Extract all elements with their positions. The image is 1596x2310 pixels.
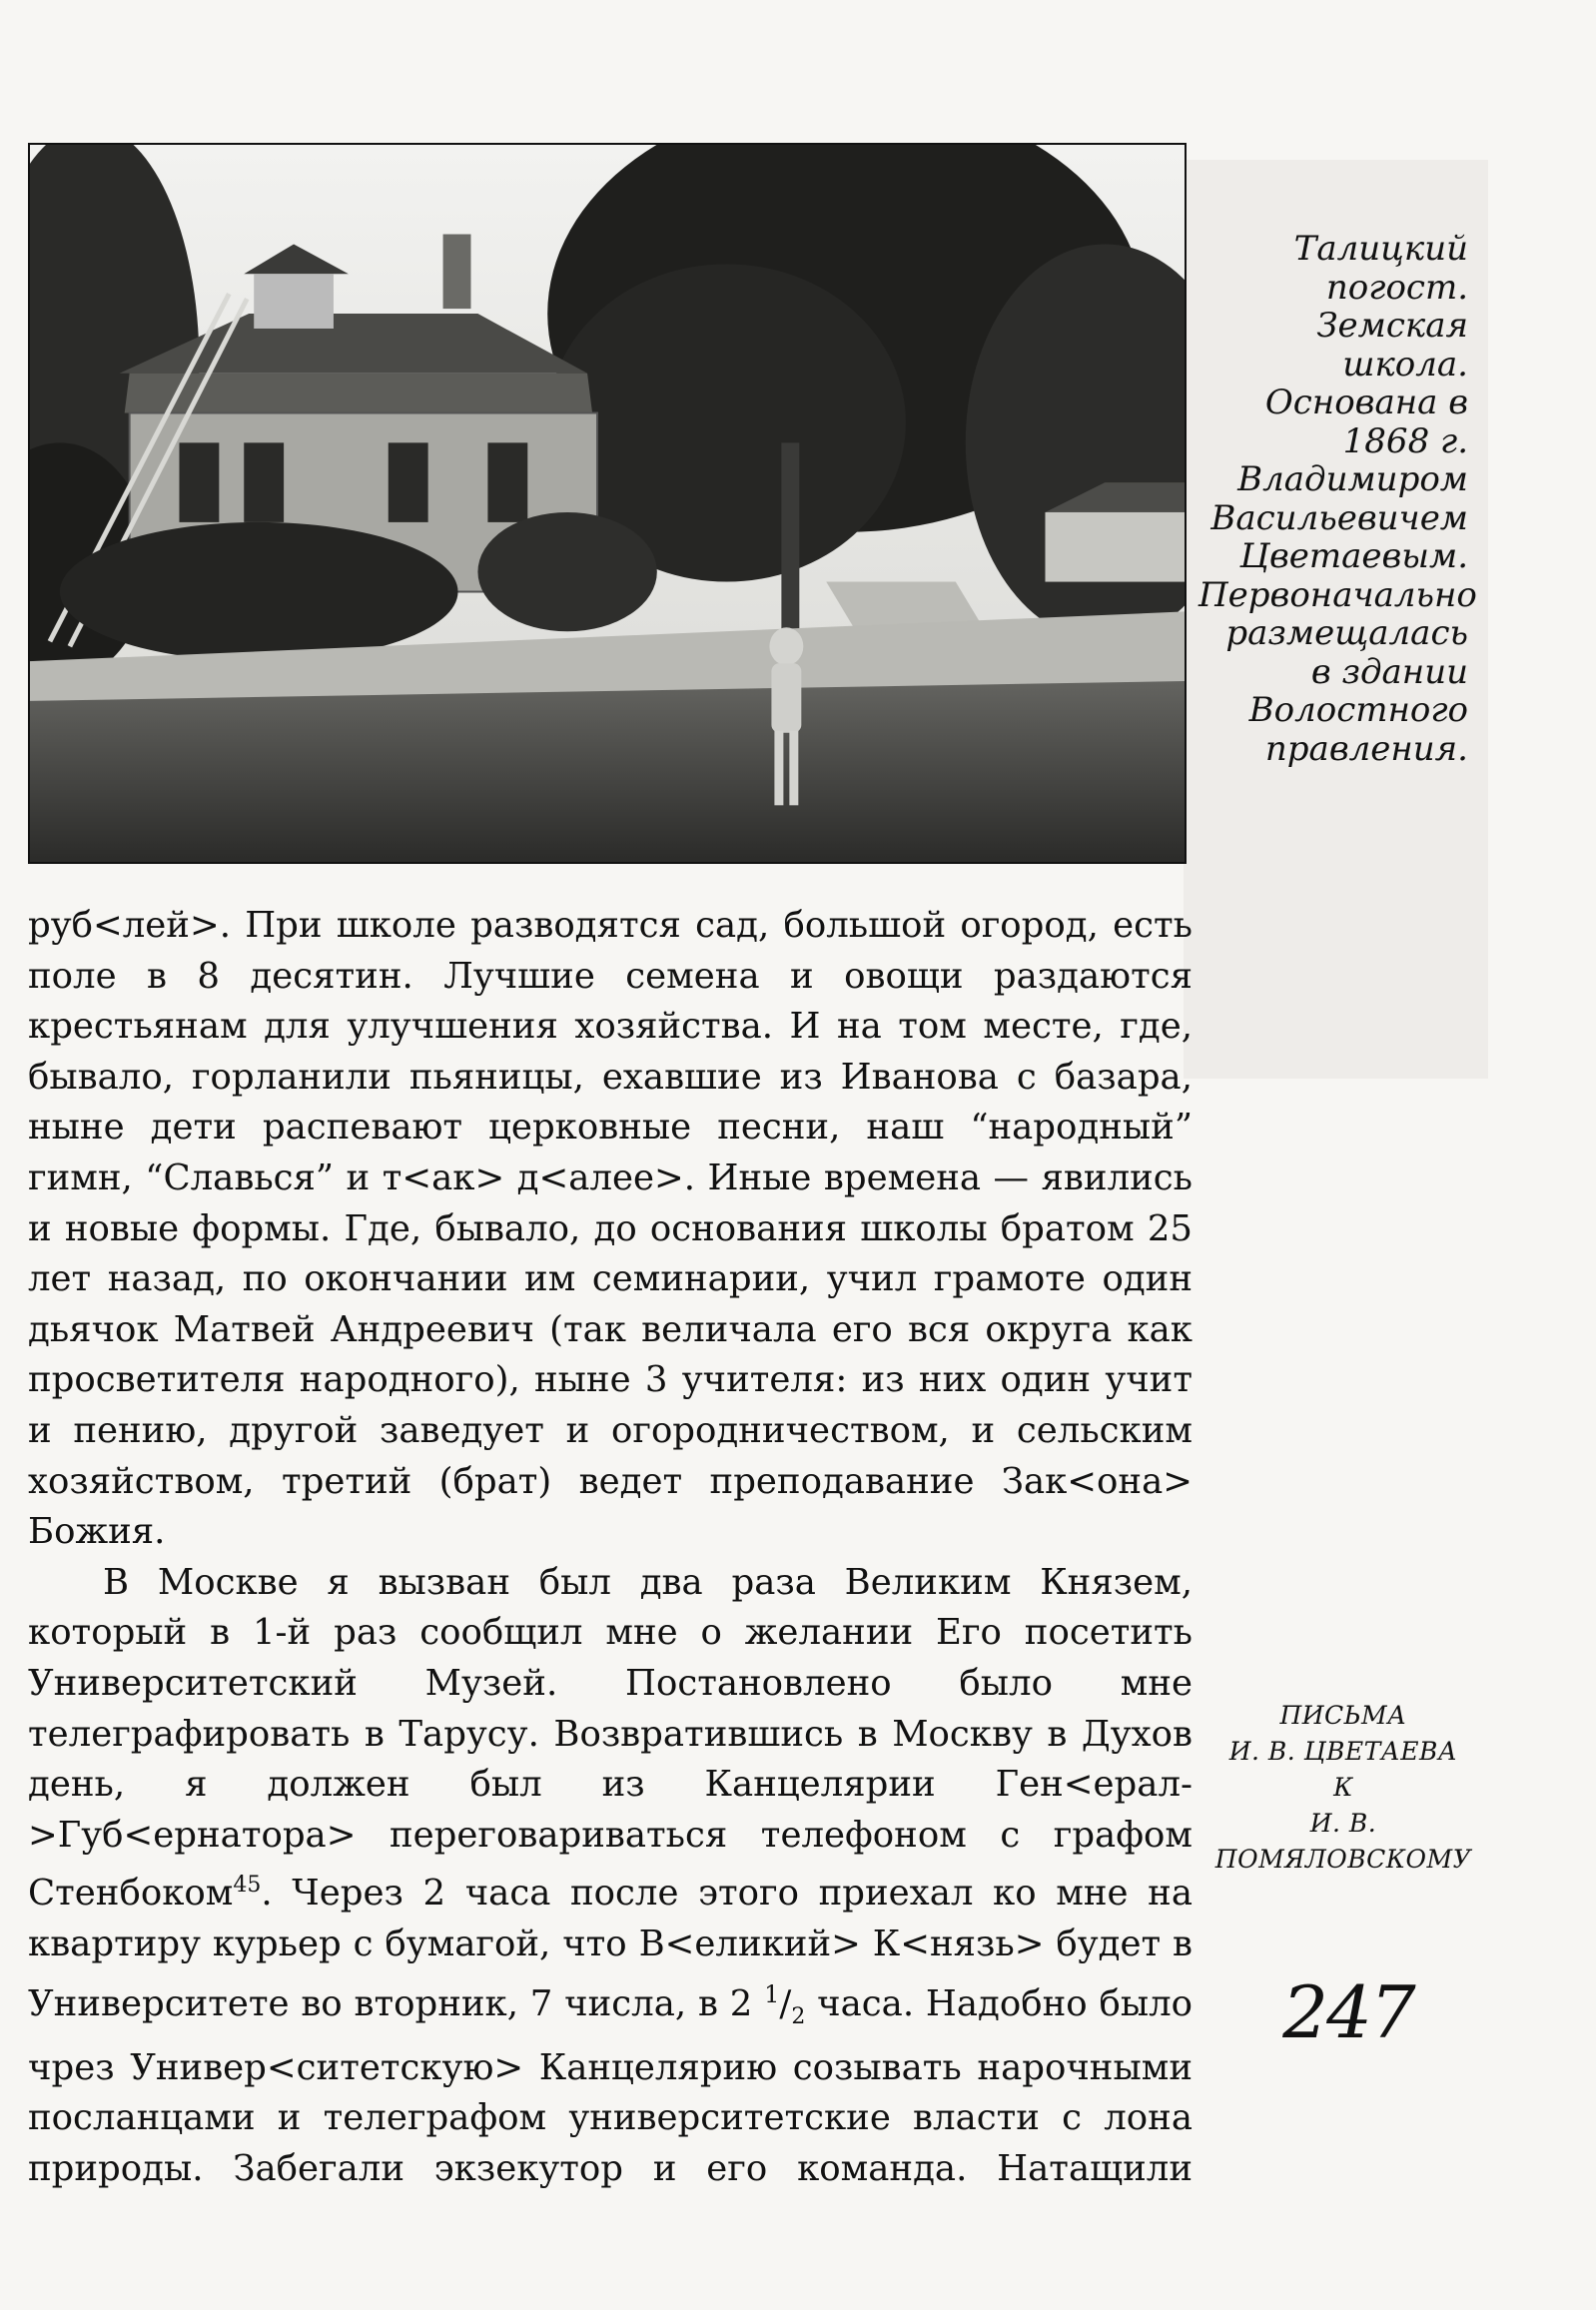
caption-line: погост. <box>1325 267 1468 308</box>
main-text <box>28 901 1193 2195</box>
photo-caption <box>1198 229 1477 769</box>
running-header-line: К <box>1333 1773 1353 1802</box>
school-photograph <box>28 143 1187 864</box>
caption-line: правления. <box>1264 728 1468 769</box>
caption-line: Васильевичем <box>1210 497 1468 538</box>
caption-line: Первоначально <box>1198 574 1477 615</box>
paragraph-2 <box>28 1558 1193 2195</box>
caption-line: Основана в <box>1264 383 1468 422</box>
caption-line: школа. <box>1342 344 1468 385</box>
caption-line: размещалась <box>1225 613 1468 653</box>
caption-line: Цветаевым. <box>1239 536 1468 576</box>
paragraph-2-part-b: . Через 2 часа после этого приехал ко мне на квартиру курьер с бумагой, что В<еликий> К<нязь> будет в Университете во вторник, 7 числа, в 2 <box>28 1873 1193 2025</box>
fraction-slash: / <box>779 1983 792 2025</box>
footnote-marker: 45 <box>233 1873 262 1899</box>
caption-line: Волостного <box>1248 690 1468 730</box>
caption-line: Земская <box>1316 306 1468 346</box>
running-header-line: И. В. ЦВЕТАЕВА <box>1228 1737 1458 1766</box>
caption-line: Владимиром <box>1237 459 1468 499</box>
bleed-through-text <box>1238 1119 1488 1162</box>
fraction-denominator: 2 <box>791 2004 806 2030</box>
paragraph-2-part-a: В Москве я вызван был два раза Великим Князем, который в 1-й раз сообщил мне о желании Его посетить Университетский Музей. Постановлено было мне телеграфировать в Тарусу. Возвратившись в Москву в Духов день, я должен был из Канцелярии Ген<ерал->Губ<ернатора> переговариваться телефоном с графом Стенбоком <box>28 1561 1193 1915</box>
running-header-line: ПИСЬМА <box>1279 1701 1407 1730</box>
paragraph-1: руб<лей>. При школе разводятся сад, большой огород, есть поле в 8 десятин. Лучшие семена и овощи раздаются крестьянам для улучшения хозяйства. И на том месте, где, бывало, горланили пьяницы, ехавшие из Иванова с базара, ныне дети распевают церковные песни, наш “народный” гимн, “Славься” и т<ак> д<алее>. Иные времена — явились и новые формы. Где, бывало, до основания школы братом 25 лет назад, по окончании им семинарии, учил грамоте один дьячок Матвей Андреевич (так величала его вся округа как просветителя народного), ныне 3 учителя: из них один учит и пению, другой заведует и огородничеством, и сельским хозяйством, третий (брат) ведет преподавание Зак<она> Божия. <box>28 905 1193 1553</box>
paragraph-2-part-c: часа. Надобно было чрез Универ<ситетскую> Канцелярию созывать нарочными посланцами и телеграфом университетские власти с лона природы. Забегали экзекутор и его команда. Натащили <box>28 1983 1194 2189</box>
photograph-image <box>30 145 1185 862</box>
caption-line: в здании <box>1310 651 1468 692</box>
running-header <box>1194 1698 1493 1878</box>
caption-line: Талицкий <box>1293 229 1468 269</box>
running-header-line: И. В. <box>1309 1809 1377 1838</box>
page-number: 247 <box>1282 1970 1414 2054</box>
caption-line: 1868 г. <box>1342 420 1468 461</box>
running-header-line: ПОМЯЛОВСКОМУ <box>1214 1845 1472 1874</box>
fraction-numerator: 1 <box>764 1980 780 2009</box>
